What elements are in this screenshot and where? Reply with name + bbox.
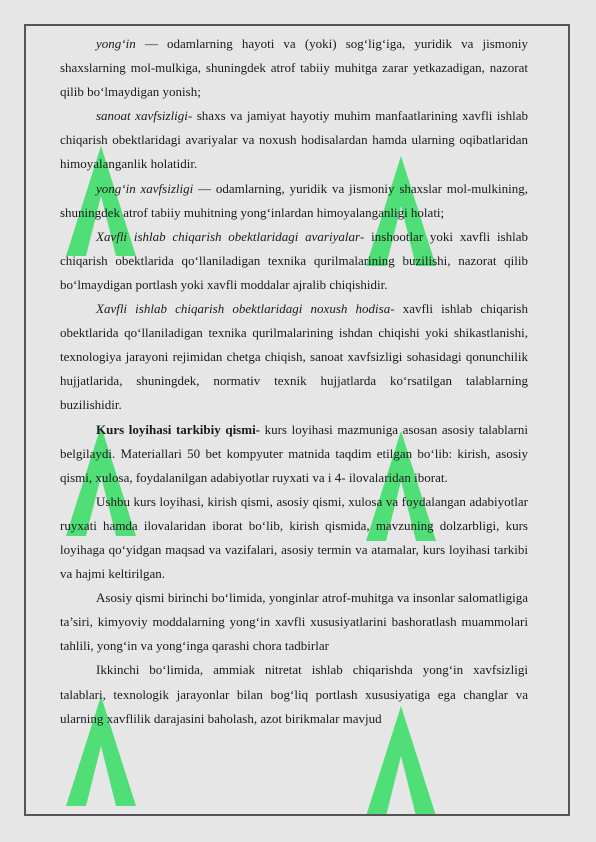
term: Xavfli ishlab chiqarish obektlaridagi avariyalar bbox=[96, 228, 361, 244]
term-separator: - bbox=[187, 108, 197, 124]
term: yong‘in xavfsizligi bbox=[96, 180, 194, 196]
term: Xavfli ishlab chiqarish obektlaridagi noxush hodisa bbox=[96, 301, 391, 317]
definition-text: inshootlar yoki xavfli ishlab chiqarish obektlarida qo‘llaniladigan texnika qurilmalarining buzilishi, nazorat qilib bo‘lmaydigan portlash yoki xavfli moddalar ajralib chiqishidir. bbox=[60, 228, 528, 292]
document-body bbox=[60, 32, 528, 731]
term-separator: — bbox=[193, 180, 216, 196]
body-paragraph: Ikkinchi bo‘limida, ammiak nitretat ishlab chiqarishda yong‘in xavfsizligi talablari, texnologik jarayonlar bilan bog‘liq portlash xususiyatiga ega changlar va ularning xavflilik darajasini baholash, azot birikmalar mavjud bbox=[60, 662, 528, 726]
section-heading: Kurs loyihasi tarkibiy qismi- bbox=[96, 421, 261, 437]
section-paragraph bbox=[60, 418, 528, 490]
definition-text: odamlarning, yuridik va jismoniy shaxslar mol-mulkining, shuningdek atrof tabiiy muhitning yong‘inlardan himoyalanganligi holati; bbox=[60, 180, 528, 220]
definition-paragraph bbox=[60, 225, 528, 297]
section-text: kurs loyihasi mazmuniga asosan asosiy talablarni belgilaydi. Materiallari 50 bet kompyuter matnida taqdim etilgan bo‘lib: kirish, asosiy qismi, xulosa, foydalanilgan adabiyotlar ruyxati va i 4- ilovalaridan iborat. bbox=[60, 421, 528, 485]
definition-text: xavfli ishlab chiqarish obektlarida qo‘llaniladigan texnika qurilmalarining ishdan chiqishi yoki shikastlanishi, texnologiya jarayoni rejimidan chetga chiqish, sanoat xavfsizligi sohasidagi qonunchilik hujjatlarida, shuningdek, normativ texnik hujjatlarda ko‘rsatilgan talablarning buzilishidir. bbox=[60, 301, 528, 413]
definition-paragraph bbox=[60, 104, 528, 176]
term: sanoat xavfsizligi bbox=[96, 108, 188, 124]
definition-paragraph bbox=[60, 297, 528, 417]
definition-paragraph bbox=[60, 32, 528, 104]
term: yong‘in bbox=[96, 36, 136, 51]
body-paragraph: Asosiy qismi birinchi bo‘limida, yonginlar atrof-muhitga va insonlar salomatligiga ta’siri, kimyoviy moddalarning yong‘in xavfli xususiyatlarini bashoratlash muammolari tahlili, yong‘in va yong‘inga qarashi chora tadbirlar bbox=[60, 590, 528, 654]
term-separator: — bbox=[135, 36, 167, 51]
body-paragraph: Ushbu kurs loyihasi, kirish qismi, asosiy qismi, xulosa va foydalangan adabiyotlar ruyxati hamda ilovalaridan iborat bo‘lib, kirish qismida, mavzuning dolzarbligi, kurs loyihaga qo‘yidgan maqsad va vazifalari, asosiy termin va atamalar, kurs loyihasi tarkibi va hajmi keltirilgan. bbox=[60, 493, 528, 582]
term-separator: - bbox=[390, 301, 403, 317]
term-separator: - bbox=[360, 228, 372, 244]
definition-text: shaxs va jamiyat hayotiy muhim manfaatlarining xavfli ishlab chiqarish obektlaridagi avariyalar va noxush hodisalardan hamda ularning oqibatlaridan himoyalanganlik holatidir. bbox=[60, 108, 528, 172]
definition-text: odamlarning hayoti va (yoki) sog‘lig‘iga, yuridik va jismoniy shaxslarning mol-mulkiga, shuningdek atrof tabiiy muhitga zarar yetkazadigan, nazorat qilib bo‘lmaydigan yonish; bbox=[60, 36, 529, 100]
definition-paragraph bbox=[60, 177, 528, 225]
